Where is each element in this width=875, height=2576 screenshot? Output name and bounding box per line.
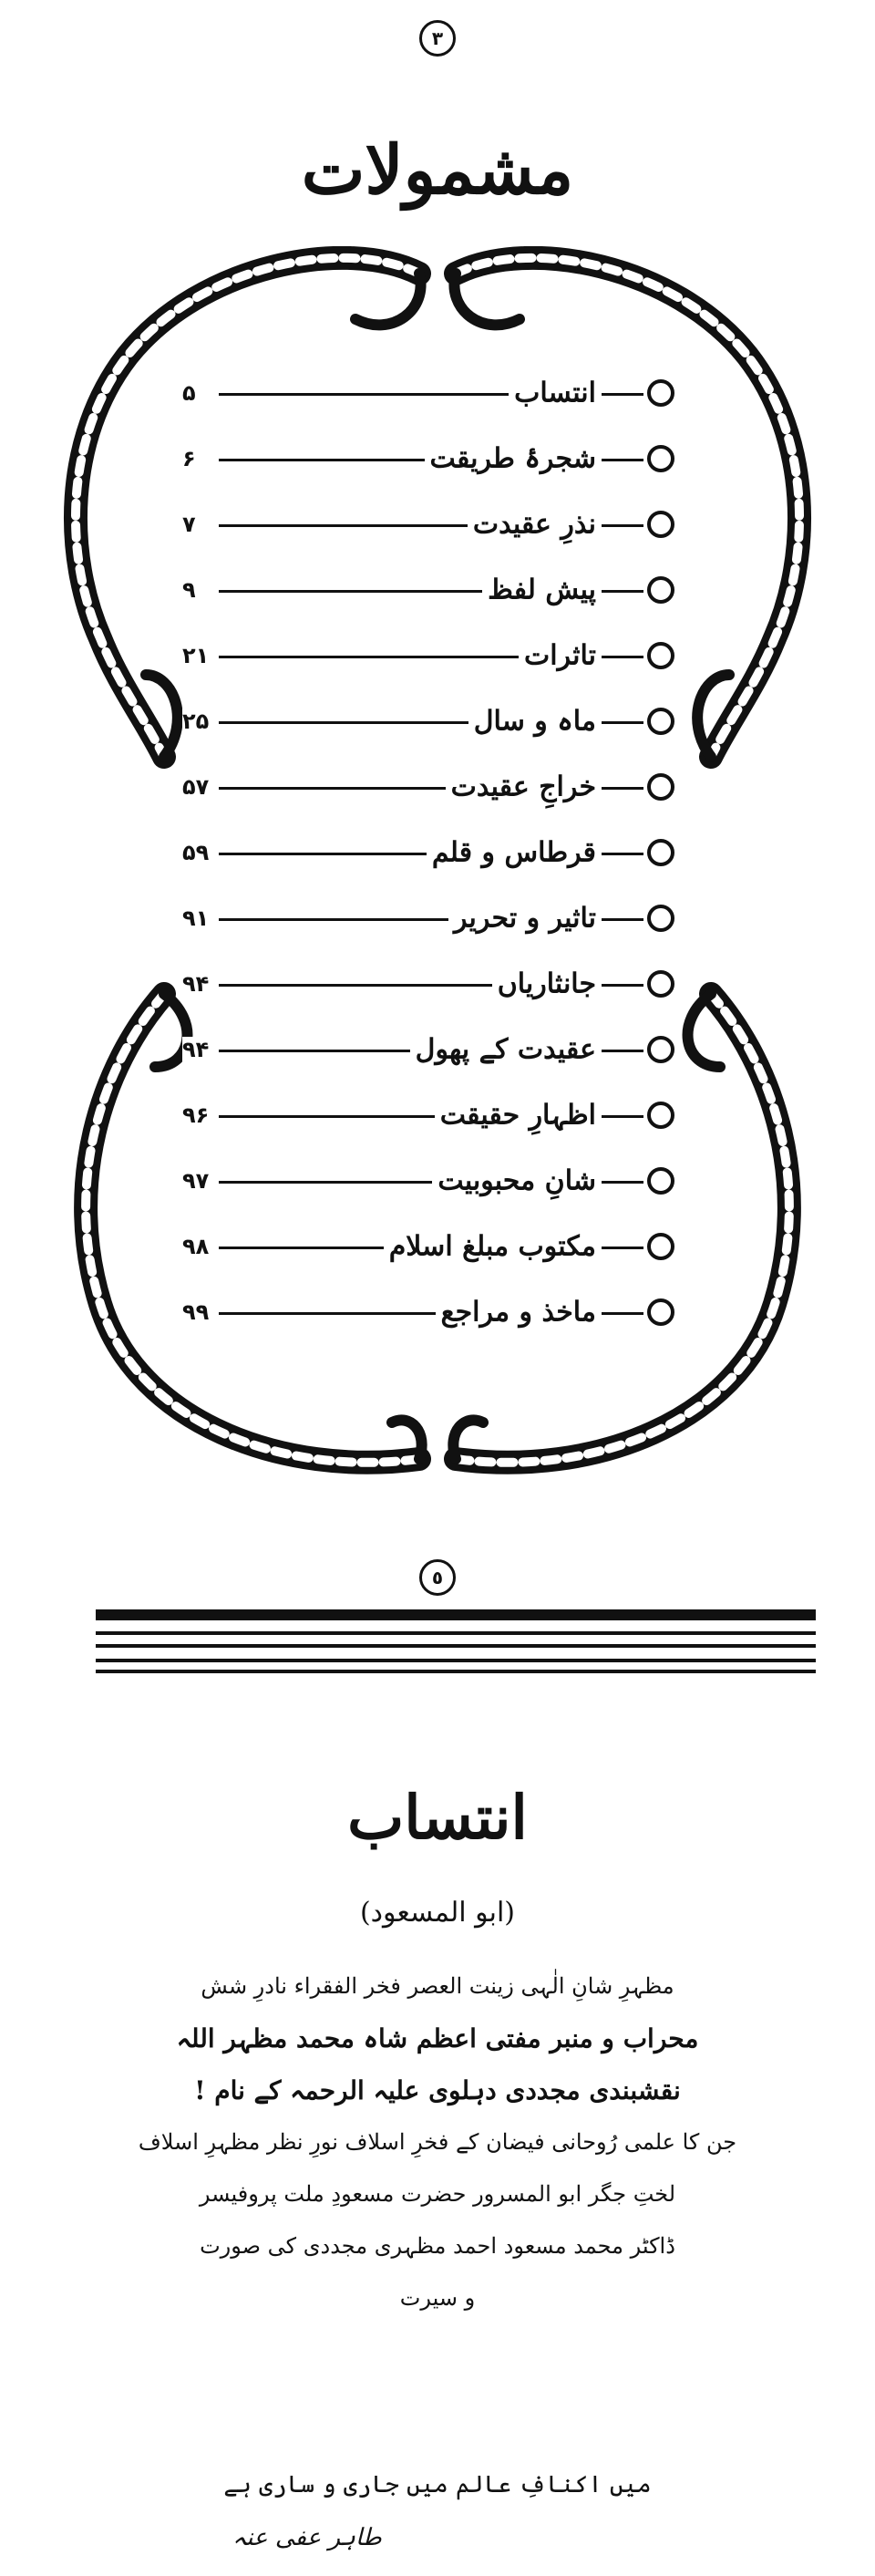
toc-entry-title: اظہارِ حقیقت xyxy=(435,1100,602,1132)
contents-title: مشمولات xyxy=(301,131,574,210)
toc-entry-title: خراجِ عقیدت xyxy=(446,771,602,803)
dedication-line: نقشبندی مجددی دہلوی علیہ الرحمہ کے نام ! xyxy=(194,2075,681,2105)
divider-rule xyxy=(96,1631,816,1635)
bullet-ring-icon xyxy=(647,1167,674,1195)
toc-entry-title: شجرۂ طریقت xyxy=(425,443,602,475)
toc-entry xyxy=(182,1279,674,1345)
toc-entry xyxy=(182,623,674,688)
bullet-ring-icon xyxy=(647,773,674,801)
toc-entry xyxy=(182,557,674,623)
toc-entry-page: ۹۷ xyxy=(182,1168,212,1194)
toc-entry-title: شانِ محبوبیت xyxy=(432,1165,602,1197)
bullet-ring-icon xyxy=(647,445,674,472)
toc-entry xyxy=(182,885,674,951)
toc-entry-title: پیش لفظ xyxy=(482,574,602,606)
divider-rule xyxy=(96,1644,816,1648)
toc-entry xyxy=(182,360,674,426)
dedication-line: ڈاکٹر محمد مسعود احمد مظہری مجددی کی صورت xyxy=(200,2233,675,2259)
author-signature: طاہر عفی عنہ xyxy=(232,2524,382,2551)
page-number-bottom xyxy=(419,1559,456,1596)
toc-entry xyxy=(182,754,674,820)
bullet-ring-icon xyxy=(647,1298,674,1326)
bullet-ring-icon xyxy=(647,1036,674,1063)
toc-entry-page: ۹۶ xyxy=(182,1102,212,1128)
dedication-line: محراب و منبر مفتی اعظم شاہ محمد مظہر اللہ xyxy=(176,2023,699,2054)
toc-entry-title: جانثاریاں xyxy=(492,968,602,1000)
toc-entry xyxy=(182,1017,674,1082)
toc-entry-page: ۲۱ xyxy=(182,643,212,668)
toc-entry xyxy=(182,1082,674,1148)
page-number-top-value: ٣ xyxy=(431,27,444,49)
toc-entry-page: ۹۸ xyxy=(182,1234,212,1259)
toc-entry-title: قرطاس و قلم xyxy=(427,837,602,869)
toc-entry-title: تاثیر و تحریر xyxy=(448,903,602,935)
dedication-line: جن کا علمی رُوحانی فیضان کے فخرِ اسلاف نورِ نظر مظہرِ اسلاف xyxy=(138,2129,737,2155)
bullet-ring-icon xyxy=(647,379,674,407)
bullet-ring-icon xyxy=(647,839,674,866)
page-number-bottom-value: ٥ xyxy=(431,1567,444,1588)
bullet-ring-icon xyxy=(647,1102,674,1129)
toc-entry-page: ۹۹ xyxy=(182,1299,212,1325)
divider-rule xyxy=(96,1670,816,1673)
toc-entry-title: ماخذ و مراجع xyxy=(436,1297,602,1329)
section-divider xyxy=(96,1609,816,1673)
toc-entry-title: ماہ و سال xyxy=(468,706,602,738)
toc-entry-page: ۲۵ xyxy=(182,709,212,734)
toc-entry xyxy=(182,491,674,557)
dedication-subtitle: (ابو المسعود) xyxy=(359,1897,516,1929)
toc-entry xyxy=(182,951,674,1017)
dedication-body xyxy=(109,1960,766,2324)
bullet-ring-icon xyxy=(647,708,674,735)
divider-rule xyxy=(96,1659,816,1662)
dedication-closing: میں اکنافِ عالم میں جاری و ساری ہے xyxy=(223,2471,652,2498)
dedication-line: لختِ جگر ابو المسرور حضرت مسعودِ ملت پروفیسر xyxy=(199,2181,676,2207)
toc-entry-page: ۹۱ xyxy=(182,905,212,931)
bullet-ring-icon xyxy=(647,1233,674,1260)
toc-entry-title: عقیدت کے پھول xyxy=(410,1034,602,1066)
toc-entry-title: نذرِ عقیدت xyxy=(468,509,602,541)
toc-entry xyxy=(182,820,674,885)
toc-entry-title: تاثرات xyxy=(519,640,602,672)
bullet-ring-icon xyxy=(647,970,674,998)
bullet-ring-icon xyxy=(647,905,674,932)
toc-entry-title: انتساب xyxy=(509,378,602,409)
bullet-ring-icon xyxy=(647,576,674,604)
toc-entry-page: ۵۷ xyxy=(182,774,212,800)
divider-rule xyxy=(96,1609,816,1620)
page-number-top xyxy=(419,20,456,57)
toc-entry xyxy=(182,426,674,491)
toc-entry-page: ۹۴ xyxy=(182,1037,212,1062)
toc-entry-page: ۵ xyxy=(182,380,200,406)
toc-entry xyxy=(182,1148,674,1214)
bullet-ring-icon xyxy=(647,511,674,538)
dedication-title: انتساب xyxy=(347,1782,528,1853)
toc-entry-page: ۶ xyxy=(182,446,200,471)
toc-entry-page: ۹۴ xyxy=(182,971,212,997)
toc-entry xyxy=(182,688,674,754)
dedication-line: مظہرِ شانِ الٰہی زینت العصر فخر الفقراء نادرِ شش xyxy=(201,1973,674,1999)
contents-list xyxy=(182,360,674,1345)
dedication-line: و سیرت xyxy=(399,2285,476,2311)
bullet-ring-icon xyxy=(647,642,674,669)
toc-entry-title: مکتوب مبلغ اسلام xyxy=(384,1231,602,1263)
toc-entry-page: ۵۹ xyxy=(182,840,212,865)
toc-entry-page: ۷ xyxy=(182,512,200,537)
toc-entry xyxy=(182,1214,674,1279)
toc-entry-page: ۹ xyxy=(182,577,200,603)
